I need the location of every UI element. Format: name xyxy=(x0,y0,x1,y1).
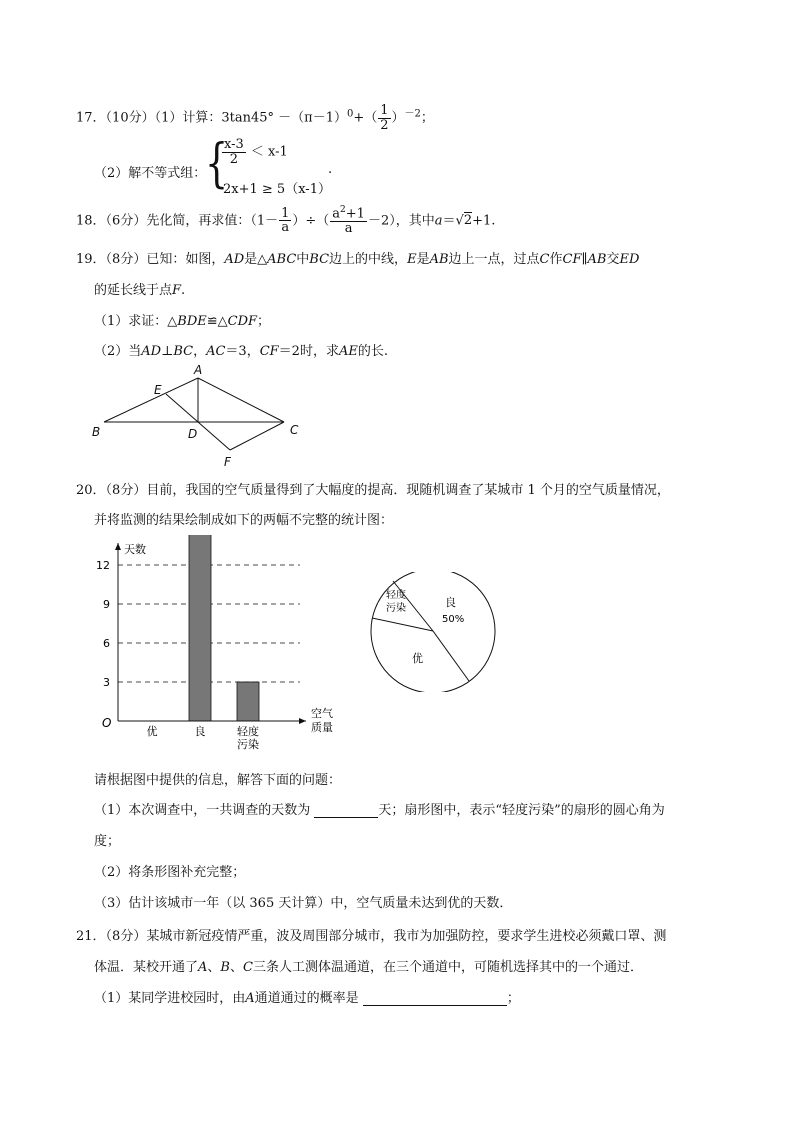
q20-sub1: （1）本次调查中，一共调查的天数为 天；扇形图中，表示“轻度污染”的扇形的圆心角为 xyxy=(94,803,665,818)
bar-1 xyxy=(189,535,211,721)
pie-label-liang: 良 xyxy=(445,596,456,609)
q20-sub1-cont: 度； xyxy=(94,834,121,849)
xcat-2-a: 轻度 xyxy=(237,725,259,738)
bar-chart xyxy=(90,535,350,755)
q17-close: ） xyxy=(391,110,405,126)
answer-blank-probability[interactable] xyxy=(363,991,507,1006)
q17-fraction: $\frac{1}{2}$ xyxy=(380,103,389,133)
label-A: A xyxy=(194,363,203,377)
brace: { xyxy=(205,134,229,194)
label-B: B xyxy=(92,425,101,439)
xcat-0: 优 xyxy=(146,725,158,738)
q17-exp-m2: －2 xyxy=(404,108,421,120)
pie-divider-bottom xyxy=(433,631,469,681)
label-D: D xyxy=(188,427,198,441)
ytick-12: 12 xyxy=(96,559,110,572)
q20-sub3: （3）估计该城市一年（以 365 天计算）中，空气质量未达到优的天数． xyxy=(94,896,513,911)
seg-BA xyxy=(104,378,198,422)
q19-sub2: （2）当AD⊥BC，AC＝3，CF＝2时，求AE的长. xyxy=(94,344,388,359)
x-axis-label-a: 空气 xyxy=(311,707,333,720)
q17-expr: 3tan45° －（π－1） xyxy=(221,110,347,126)
q17-end: ； xyxy=(420,110,434,126)
q17-line1 xyxy=(76,104,434,132)
label-E: E xyxy=(154,383,162,397)
q20-line1: 20．（8分）目前，我国的空气质量得到了大幅度的提高．现随机调查了某城市 1 个月的空气质量情况， xyxy=(76,483,670,498)
q17-period: . xyxy=(328,162,333,177)
q19-geometry-figure xyxy=(88,362,318,472)
pie-label-light-2: 污染 xyxy=(386,603,406,614)
q20-prompt: 请根据图中提供的信息，解答下面的问题： xyxy=(94,773,342,788)
pie-chart xyxy=(366,572,506,692)
pie-label-light-1: 轻度 xyxy=(386,590,406,601)
q20-sub2: （2）将条形图补充完整； xyxy=(94,865,246,880)
answer-blank-days[interactable] xyxy=(314,803,378,818)
q17-plus: +（ xyxy=(353,110,378,126)
q21-line1: 21．（8分）某城市新冠疫情严重，波及周围部分城市，我市为加强防控，要求学生进校必须戴口罩、测 xyxy=(76,929,667,944)
q18-frac2: $\frac{a^2+1}{a}$ xyxy=(332,205,365,236)
pie-label-percent: 50% xyxy=(442,614,465,625)
q18-frac1: $\frac{1}{a}$ xyxy=(281,205,290,236)
ineq-2: 2x+1 ≥ 5（x-1） xyxy=(223,182,331,197)
q21-line2: 体温．某校开通了A、B、C三条人工测体温通道，在三个通道中，可随机选择其中的一个通过． xyxy=(94,960,643,975)
q19-sub1: （1）求证：△BDE≌△CDF； xyxy=(94,314,271,329)
seg-FC xyxy=(230,422,284,450)
seg-AC xyxy=(198,378,284,422)
pie-label-you: 优 xyxy=(412,652,423,665)
q17-inequality-system xyxy=(205,134,335,198)
ytick-3: 3 xyxy=(103,676,110,689)
q17-exp0: 0 xyxy=(346,108,354,120)
q19-line2: 的延长线于点F. xyxy=(94,283,186,298)
ytick-9: 9 xyxy=(103,598,110,611)
xcat-1: 良 xyxy=(194,725,206,738)
q17-part2-label: （2）解不等式组： xyxy=(94,166,207,181)
y-axis-arrow xyxy=(115,543,121,550)
q18-line: 18．（6分）先化简，再求值：（1－ $\frac{1}{a}$ ）÷（ $\frac{a^2+1}{a}$ －2），其中a＝√2+1. xyxy=(76,205,496,236)
y-axis-label: 天数 xyxy=(124,543,146,556)
xcat-2-b: 污染 xyxy=(237,738,259,751)
q17-head: 17．（10分）（1）计算： xyxy=(76,110,222,126)
label-C: C xyxy=(290,423,299,437)
origin-label: O xyxy=(102,716,112,730)
x-axis-arrow xyxy=(299,718,306,724)
x-axis-label-b: 质量 xyxy=(311,721,333,734)
q19-line1: 19．（8分）已知：如图，AD是△ABC中BC边上的中线，E是AB边上一点，过点C作CF∥AB交ED xyxy=(76,252,640,267)
label-F: F xyxy=(224,455,231,469)
bar-2 xyxy=(237,682,259,721)
ineq-1: $\frac{x-3}{2}$ ＜ x-1 xyxy=(224,137,288,167)
ineq1-fraction: $\frac{x-3}{2}$ xyxy=(224,137,244,167)
q20-line2: 并将监测的结果绘制成如下的两幅不完整的统计图： xyxy=(94,513,394,528)
q21-sub1: （1）某同学进校园时，由A通道通过的概率是 ； xyxy=(94,991,520,1006)
bar-chart-bars xyxy=(189,535,259,721)
ytick-6: 6 xyxy=(103,637,110,650)
